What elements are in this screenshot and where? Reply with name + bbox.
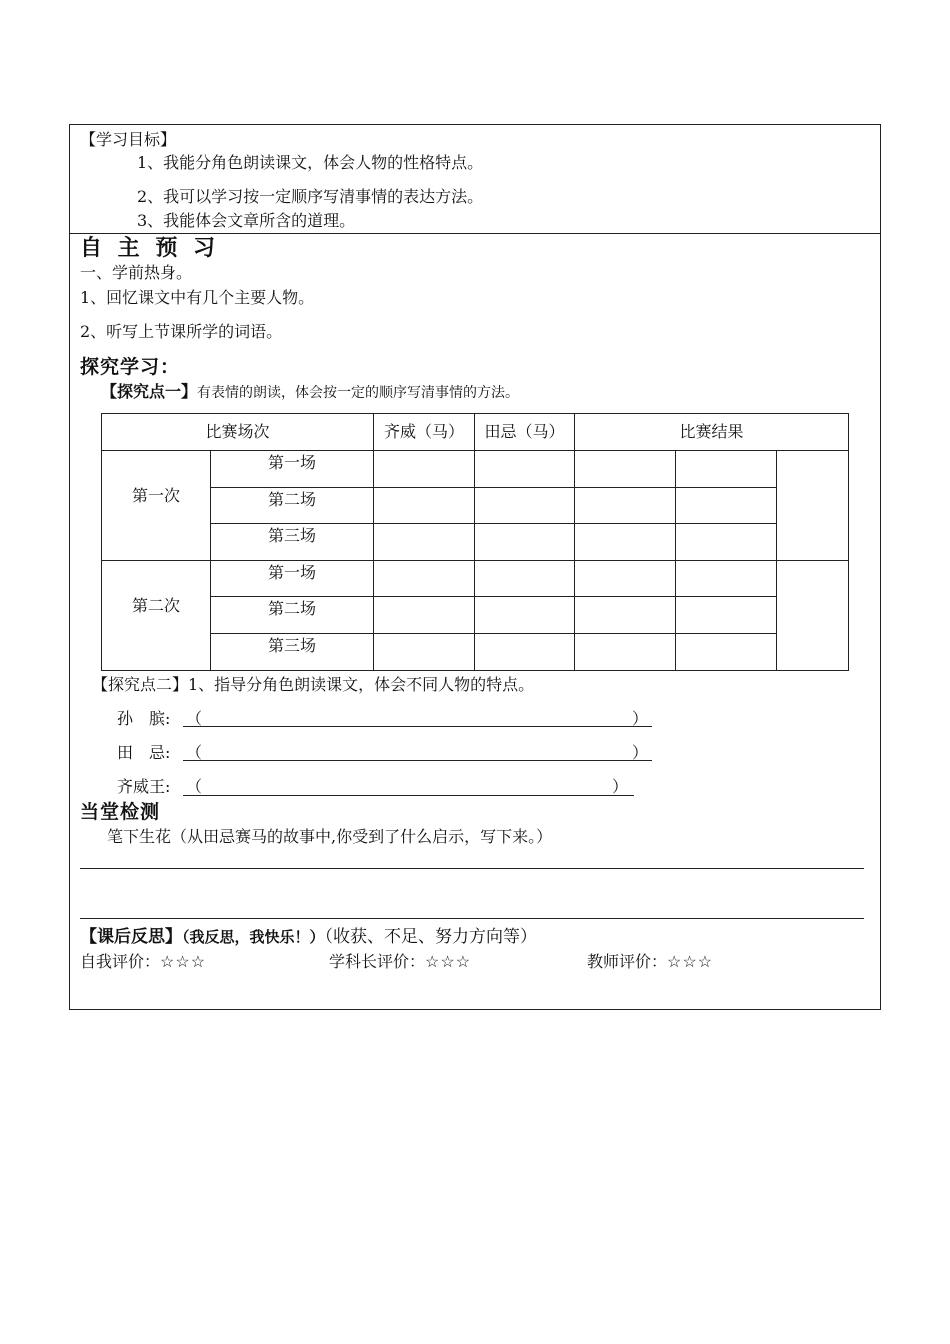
round-label: 第一场 — [211, 561, 374, 597]
table-cell[interactable] — [676, 634, 777, 671]
check-prompt: 笔下生花（从田忌赛马的故事中,你受到了什么启示，写下来。） — [107, 827, 553, 846]
table-cell[interactable] — [475, 561, 575, 597]
objectives-heading: 【学习目标】 — [80, 130, 177, 149]
round-label: 第二场 — [211, 597, 374, 634]
table-cell[interactable] — [777, 451, 849, 561]
table-cell[interactable] — [676, 561, 777, 597]
objective-item: 2、我可以学习按一定顺序写清事情的表达方法。 — [137, 187, 484, 206]
subject-evaluation — [329, 952, 471, 972]
reflection-note: （收获、不足、努力方向等） — [324, 927, 538, 947]
table-cell[interactable] — [374, 524, 475, 561]
round-label: 第三场 — [211, 634, 374, 671]
reflection-heading: 【课后反思】 — [80, 927, 182, 947]
table-cell[interactable] — [575, 524, 676, 561]
character-label: 田 忌: — [117, 743, 171, 762]
table-cell[interactable] — [475, 451, 575, 488]
table-cell[interactable] — [374, 488, 475, 524]
table-cell[interactable] — [575, 597, 676, 634]
character-label: 孙 膑: — [117, 709, 171, 728]
writing-line[interactable] — [80, 918, 864, 919]
round-label: 第三场 — [211, 524, 374, 561]
preview-heading: 自 主 预 习 — [80, 235, 219, 261]
table-cell[interactable] — [575, 561, 676, 597]
fill-close-paren: ） — [612, 777, 629, 796]
fill-open-paren: （ — [186, 709, 203, 728]
point-1-label: 【探究点一】 — [101, 382, 198, 401]
subject-eval-label: 学科长评价： — [329, 952, 426, 971]
objective-item: 3、我能体会文章所含的道理。 — [137, 211, 356, 230]
teacher-evaluation — [587, 952, 713, 972]
table-cell[interactable] — [676, 597, 777, 634]
subject-eval-stars[interactable]: ☆☆☆ — [425, 952, 472, 971]
check-heading: 当堂检测 — [80, 801, 161, 823]
header-rounds: 比赛场次 — [102, 414, 374, 451]
table-cell[interactable] — [374, 597, 475, 634]
explore-point-1 — [101, 382, 519, 403]
self-eval-label: 自我评价： — [80, 952, 161, 971]
table-cell[interactable] — [374, 561, 475, 597]
reflection-row — [80, 927, 537, 947]
preview-question-2: 2、听写上节课所学的词语。 — [80, 322, 283, 341]
table-cell[interactable] — [575, 488, 676, 524]
table-cell[interactable] — [676, 488, 777, 524]
table-cell[interactable] — [575, 634, 676, 671]
fill-open-paren: （ — [186, 777, 203, 796]
round-label: 第一场 — [211, 451, 374, 488]
table-cell[interactable] — [676, 524, 777, 561]
teacher-eval-label: 教师评价： — [587, 952, 668, 971]
character-label: 齐威王: — [117, 777, 171, 796]
answer-line[interactable] — [183, 795, 634, 796]
self-eval-stars[interactable]: ☆☆☆ — [160, 952, 207, 971]
section-divider — [69, 233, 881, 234]
fill-close-paren: ） — [632, 709, 649, 728]
round-label: 第二场 — [211, 488, 374, 524]
preview-question-1: 1、回忆课文中有几个主要人物。 — [80, 288, 315, 307]
group-name: 第一次 — [102, 451, 211, 561]
reflection-subtitle: （我反思，我快乐！） — [182, 928, 325, 946]
group-name: 第二次 — [102, 561, 211, 671]
table-cell[interactable] — [777, 561, 849, 671]
fill-open-paren: （ — [186, 743, 203, 762]
warmup-label: 一、学前热身。 — [80, 263, 193, 282]
header-tianji: 田忌（马） — [475, 414, 575, 451]
self-evaluation — [80, 952, 206, 972]
fill-close-paren: ） — [632, 743, 649, 762]
writing-line[interactable] — [80, 868, 864, 869]
objective-item: 1、我能分角色朗读课文，体会人物的性格特点。 — [137, 153, 484, 172]
explore-point-2: 【探究点二】1、指导分角色朗读课文，体会不同人物的特点。 — [92, 675, 535, 694]
race-table — [101, 413, 849, 671]
answer-line[interactable] — [183, 760, 652, 761]
explore-heading: 探究学习： — [80, 356, 181, 378]
table-cell[interactable] — [575, 451, 676, 488]
table-cell[interactable] — [475, 634, 575, 671]
table-cell[interactable] — [475, 488, 575, 524]
table-cell[interactable] — [475, 524, 575, 561]
table-cell[interactable] — [374, 451, 475, 488]
teacher-eval-stars[interactable]: ☆☆☆ — [667, 952, 714, 971]
table-cell[interactable] — [374, 634, 475, 671]
point-1-text: 有表情的朗读，体会按一定的顺序写清事情的方法。 — [197, 385, 520, 401]
table-cell[interactable] — [475, 597, 575, 634]
header-qiwei: 齐威（马） — [374, 414, 475, 451]
header-result: 比赛结果 — [575, 414, 849, 451]
answer-line[interactable] — [183, 726, 652, 727]
table-cell[interactable] — [676, 451, 777, 488]
